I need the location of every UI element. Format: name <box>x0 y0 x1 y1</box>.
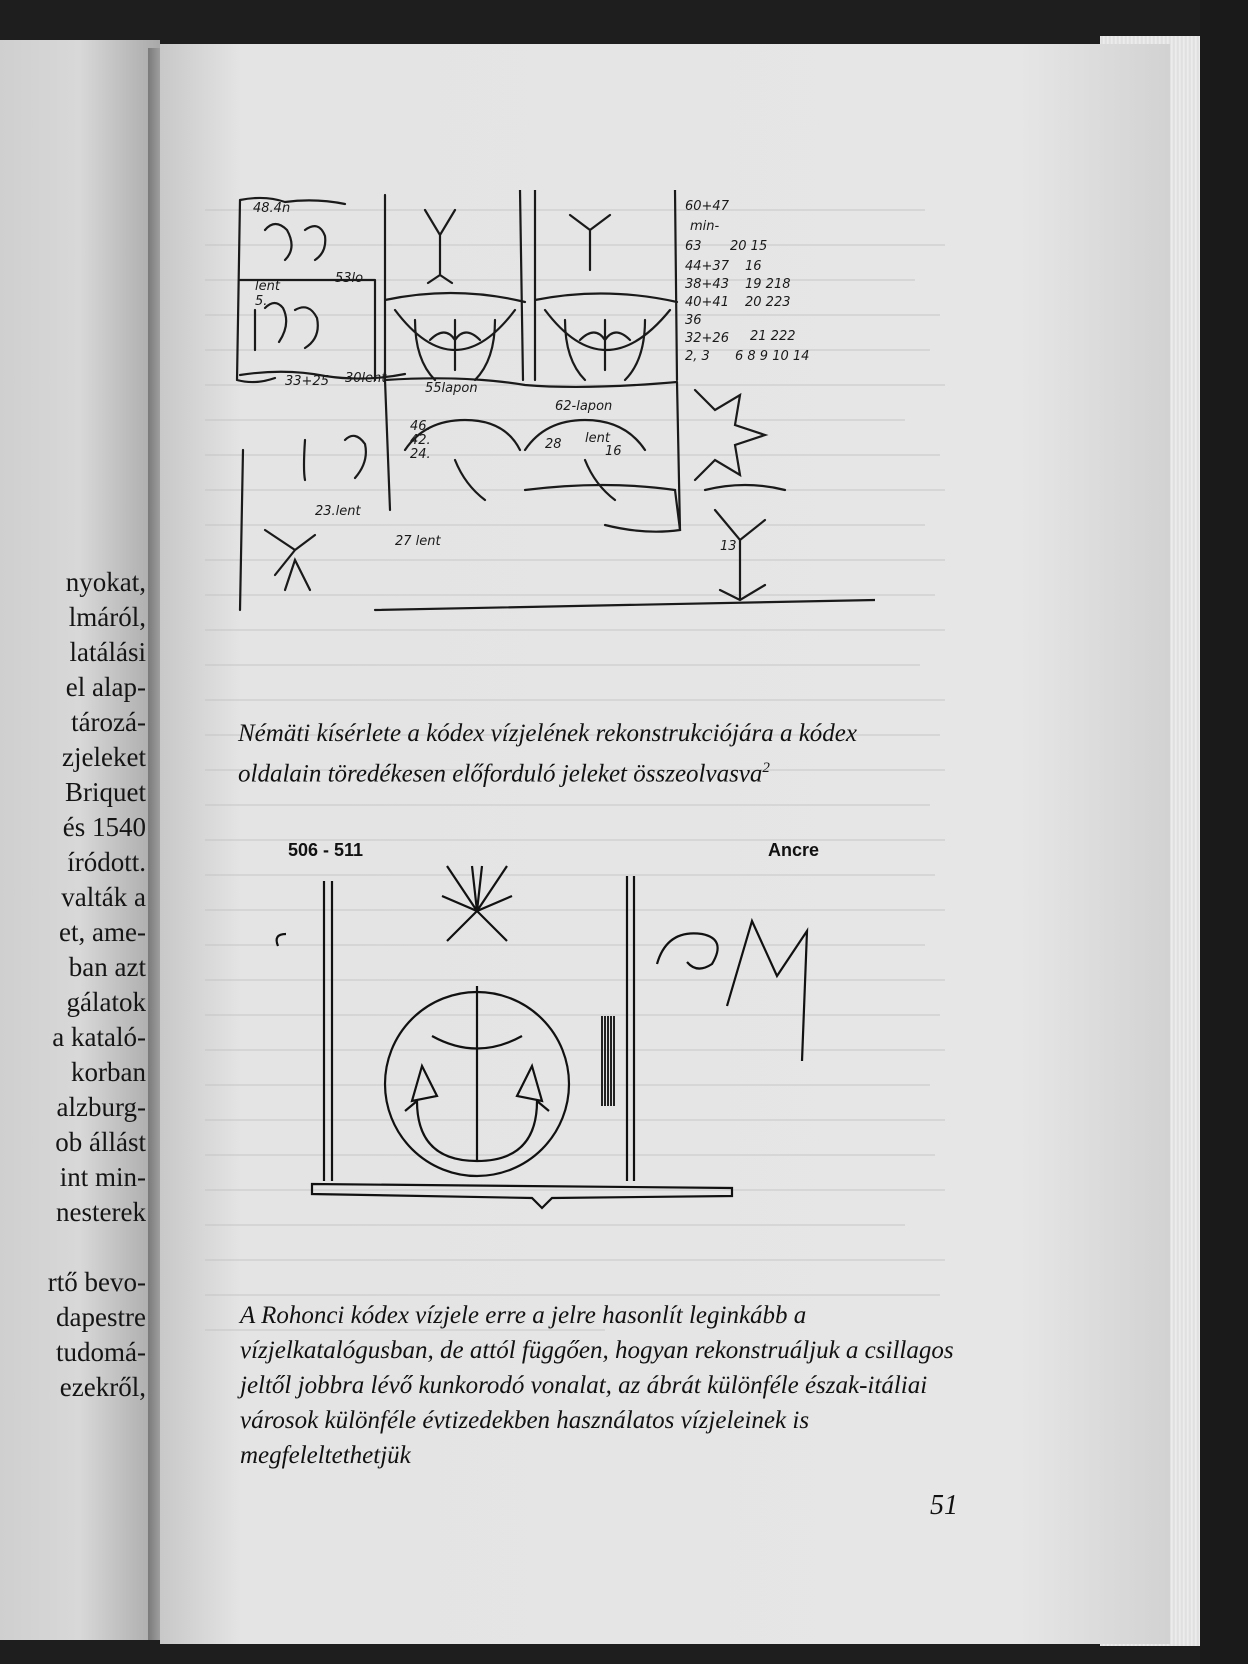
left-text-line: korban <box>71 1057 146 1087</box>
left-text-line: zjeleket <box>62 742 146 772</box>
left-text-line: lmáról, <box>68 602 146 632</box>
svg-text:48.4n: 48.4n <box>253 201 291 216</box>
left-text-line: a kataló- <box>52 1022 146 1052</box>
anchor-watermark-figure <box>272 836 862 1236</box>
left-text-line: alzburg- <box>56 1092 146 1122</box>
svg-text:40+41: 40+41 <box>685 295 729 310</box>
svg-text:28: 28 <box>545 437 562 452</box>
svg-text:33+25: 33+25 <box>285 374 329 389</box>
watermark-reconstruction-sketch <box>225 190 875 660</box>
svg-text:27 lent: 27 lent <box>395 534 441 549</box>
left-text-line: és 1540 <box>62 812 146 842</box>
svg-text:min-: min- <box>690 219 720 234</box>
left-text-line: íródott. <box>67 847 146 877</box>
footnote-mark: 2 <box>762 760 770 776</box>
svg-text:16: 16 <box>605 444 622 459</box>
catalog-number-label: 506 - 511 <box>288 840 364 860</box>
svg-text:38+43: 38+43 <box>685 277 729 292</box>
svg-text:36: 36 <box>685 313 702 328</box>
left-text-line: ob állást <box>55 1127 146 1157</box>
svg-text:19 218: 19 218 <box>745 277 791 292</box>
figure-caption-2: A Rohonci kódex vízjele erre a jelre hasonlít leginkább a vízjelkatalógusban, de attól függően, hogyan rekonstruáljuk a csillagos jeltől jobbra lévő kunkorodó vonalat, az ábrát különféle észak-itáliai városok különféle évtizedekben használatos vízjeleinek is megfeleltethetjük <box>240 1302 954 1469</box>
figure-caption-1 <box>238 716 878 791</box>
book-cover-edge <box>1200 0 1248 1664</box>
svg-text:2, 3: 2, 3 <box>685 349 710 364</box>
svg-text:20 223: 20 223 <box>745 295 791 310</box>
svg-text:24.: 24. <box>410 447 431 462</box>
left-text-line: int min- <box>59 1162 146 1192</box>
svg-text:16: 16 <box>745 259 762 274</box>
svg-text:6 8 9 10 14: 6 8 9 10 14 <box>735 349 810 364</box>
svg-text:5.: 5. <box>255 294 268 309</box>
left-text-line: Briquet <box>65 777 146 807</box>
svg-text:55lapon: 55lapon <box>425 381 478 396</box>
left-text-line: nesterek <box>56 1197 146 1227</box>
svg-text:30lent: 30lent <box>345 371 387 386</box>
svg-text:53lo: 53lo <box>335 271 364 286</box>
left-text-line: nyokat, <box>65 567 146 597</box>
catalog-name-label: Ancre <box>768 840 820 860</box>
left-page <box>0 40 160 1640</box>
left-text-line: gálatok <box>66 987 146 1017</box>
svg-text:lent: lent <box>255 279 280 294</box>
svg-text:42.: 42. <box>410 433 431 448</box>
svg-text:20 15: 20 15 <box>730 239 768 254</box>
svg-text:46.: 46. <box>410 419 431 434</box>
left-text-line: rtő bevo- <box>47 1267 146 1297</box>
svg-text:44+37: 44+37 <box>685 259 729 274</box>
svg-text:32+26: 32+26 <box>685 331 729 346</box>
svg-text:63: 63 <box>685 239 702 254</box>
svg-text:21 222: 21 222 <box>750 329 796 344</box>
left-text-line: ezekről, <box>59 1372 146 1402</box>
svg-text:23.lent: 23.lent <box>315 504 361 519</box>
left-text-line: dapestre <box>56 1302 146 1332</box>
page-number: 51 <box>930 1490 958 1521</box>
svg-text:62-lapon: 62-lapon <box>555 399 613 414</box>
caption-text: Némäti kísérlete a kódex vízjelének rekonstrukciójára a kódex oldalain töredékesen előforduló jeleket összeolvasva <box>238 720 857 788</box>
left-text-line: el alap- <box>65 672 146 702</box>
svg-text:13: 13 <box>720 539 737 554</box>
left-text-line: tudomá- <box>56 1337 146 1367</box>
left-text-line: latálási <box>69 637 146 667</box>
svg-text:lent: lent <box>585 431 610 446</box>
left-text-line: et, ame- <box>59 917 146 947</box>
left-text-line: ban azt <box>68 952 146 982</box>
left-text-line: tározá- <box>71 707 146 737</box>
left-text-line: valták a <box>61 882 146 912</box>
svg-text:60+47: 60+47 <box>685 199 729 214</box>
